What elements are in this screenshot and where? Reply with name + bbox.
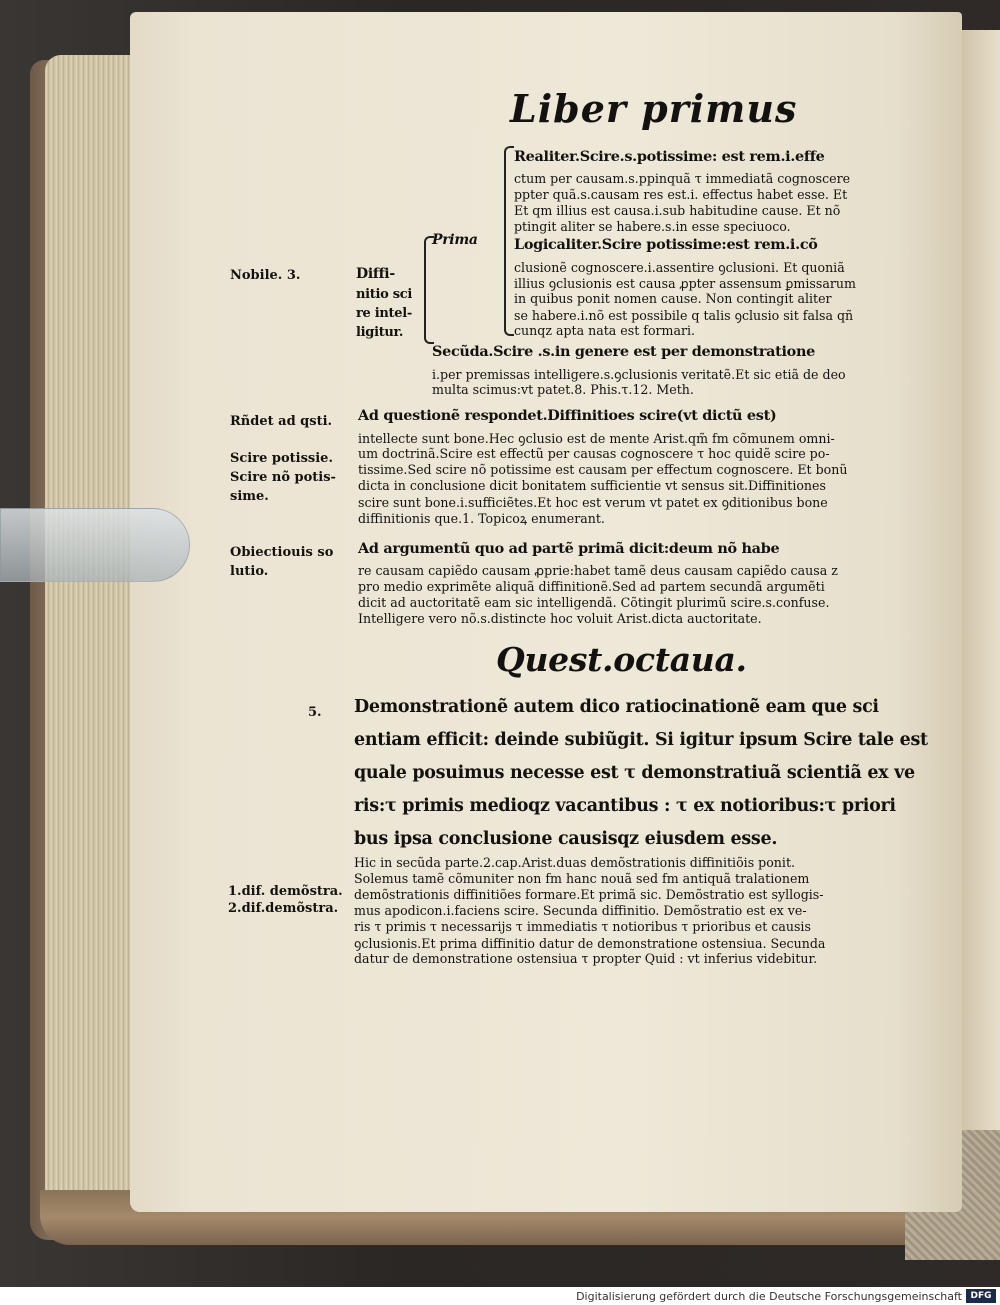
page-title: Liber primus	[510, 86, 798, 131]
diffinitio-label-4: ligitur.	[356, 325, 404, 340]
main-text-line-4: ris:τ primis medioqz vacantibus : τ ex notioribus:τ priori	[354, 796, 896, 816]
ad-argumentu-line-3: pro medio exprimẽte aliquã diffinitionẽ.Sed ad partem secundã argumẽti	[358, 579, 825, 594]
commentary-line-5: ris τ primis τ necessarijs τ immediatis τ notioribus τ prioribus et causis	[354, 919, 811, 934]
main-text-line-5: bus ipsa conclusione causisqz eiusdem esse.	[354, 829, 778, 849]
margin-note-dif-2: 2.dif.demõstra.	[228, 901, 339, 916]
ad-argumentu-line-4: dicit ad auctoritatẽ eam sic intelligendã. Cõtingit plurimũ scire.s.confuse.	[358, 595, 830, 610]
prima-label: Prima	[432, 232, 478, 248]
footer-text: Digitalisierung gefördert durch die Deutsche Forschungsgemeinschaft	[576, 1290, 962, 1303]
margin-note-scire-potissime: Scire potissie.	[230, 451, 333, 466]
margin-note-nobile: Nobile. 3.	[230, 268, 301, 283]
margin-note-five: 5.	[308, 705, 322, 720]
logicaliter-line-4: in quibus ponit nomen cause. Non contingit aliter	[514, 291, 832, 306]
logicaliter-line-3: illius ꝯclusionis est causa ꝓpter assensum ꝑmissarum	[514, 276, 856, 291]
secunda-line-3: multa scimus:vt patet.8. Phis.τ.12. Meth.	[432, 382, 694, 397]
ad-argumentu-line-2: re causam capiẽdo causam ꝓprie:habet tamẽ deus causam capiẽdo causa z	[358, 563, 838, 578]
commentary-line-4: mus apodicon.i.faciens scire. Secunda diffinitio. Demõstratio est ex ve-	[354, 903, 807, 918]
secunda-line-1: Secũda.Scire .s.in genere est per demonstratione	[432, 343, 816, 360]
commentary-line-7: datur de demonstratione ostensiua τ propter Quid : vt inferius videbitur.	[354, 951, 818, 966]
prima-brace	[424, 236, 434, 344]
commentary-line-6: ꝯclusionis.Et prima diffinitio datur de demonstratione ostensiua. Secunda	[354, 936, 826, 951]
margin-note-solutio: lutio.	[230, 564, 269, 579]
realiter-brace	[504, 146, 514, 336]
margin-note-obiectionis: Obiectiouis so	[230, 545, 334, 560]
main-text-line-2: entiam efficit: deinde subiũgit. Si igitur ipsum Scire tale est	[354, 730, 928, 750]
main-text-line-3: quale posuimus necesse est τ demonstratiuã scientiã ex ve	[354, 763, 915, 783]
ad-questione-line-4: tissime.Sed scire nõ potissime est causam per effectum cognoscere. Et bonũ	[358, 462, 848, 477]
margin-note-scire-non-potissime: Scire nõ potis-	[230, 470, 336, 485]
diffinitio-label-1: Diffi-	[356, 266, 395, 282]
realiter-line-2: ctum per causam.s.ppinquã τ immediatã cognoscere	[514, 171, 851, 186]
ad-questione-line-5: dicta in conclusione dicit bonitatem sufficientie vt sensus sit.Diffinitiones	[358, 478, 826, 493]
ad-questione-line-3: um doctrinã.Scire est effectũ per causas cognoscere τ hoc quidẽ scire po-	[358, 446, 830, 461]
commentary-line-3: demõstrationis diffinitiões formare.Et primã sic. Demõstratio est syllogis-	[354, 887, 824, 902]
secunda-line-2: i.per premissas intelligere.s.ꝯclusionis veritatẽ.Et sic etiã de deo	[432, 367, 846, 382]
margin-note-respondet: Rñdet ad qsti.	[230, 414, 333, 429]
commentary-line-1: Hic in secũda parte.2.cap.Arist.duas demõstrationis diffinitiõis ponit.	[354, 855, 796, 870]
section-heading: Quest.octaua.	[496, 640, 747, 679]
realiter-line-1: Realiter.Scire.s.potissime: est rem.i.effe	[514, 148, 825, 165]
dfg-logo: DFG	[966, 1289, 996, 1303]
logicaliter-line-5: se habere.i.nõ est possibile q talis ꝯclusio sit falsa qñ	[514, 308, 854, 323]
margin-note-dif-1: 1.dif. demõstra.	[228, 884, 343, 899]
margin-note-sime: sime.	[230, 489, 269, 504]
ad-questione-line-2: intellecte sunt bone.Hec ꝯclusio est de mente Arist.qm̃ fm cõmunem omni-	[358, 431, 835, 446]
logicaliter-line-6: cunqz apta nata est formari.	[514, 323, 696, 338]
diffinitio-label-2: nitio sci	[356, 287, 413, 302]
realiter-line-4: Et qm illius est causa.i.sub habitudine cause. Et nõ	[514, 203, 841, 218]
diffinitio-label-3: re intel-	[356, 306, 412, 321]
ad-questione-line-1: Ad questionẽ respondet.Diffinitioes scire(vt dictũ est)	[358, 407, 777, 424]
commentary-line-2: Solemus tamẽ cõmuniter non fm hanc nouã sed fm antiquã tralationem	[354, 871, 810, 886]
main-text-line-1: Demonstrationẽ autem dico ratiocinationẽ eam que sci	[354, 697, 879, 717]
facing-page-edge	[960, 30, 1000, 1220]
ad-argumentu-line-5: Intelligere vero nõ.s.distincte hoc voluit Arist.dicta auctoritate.	[358, 611, 762, 626]
page-clip	[0, 508, 190, 582]
realiter-line-3: ppter quã.s.causam res est.i. effectus habet esse. Et	[514, 187, 848, 202]
realiter-line-5: ptingit aliter se habere.s.in esse speciuoco.	[514, 219, 791, 234]
page-edges	[45, 55, 140, 1215]
ad-argumentu-line-1: Ad argumentũ quo ad partẽ primã dicit:deum nõ habe	[358, 540, 780, 557]
ad-questione-line-7: diffinitionis que.1. Topicoꝝ enumerant.	[358, 511, 605, 526]
logicaliter-line-2: clusionẽ cognoscere.i.assentire ꝯclusioni. Et quoniã	[514, 260, 845, 275]
ad-questione-line-6: scire sunt bone.i.sufficiẽtes.Et hoc est verum vt patet ex ꝯditionibus bone	[358, 495, 828, 510]
logicaliter-line-1: Logicaliter.Scire potissime:est rem.i.cõ	[514, 236, 818, 253]
